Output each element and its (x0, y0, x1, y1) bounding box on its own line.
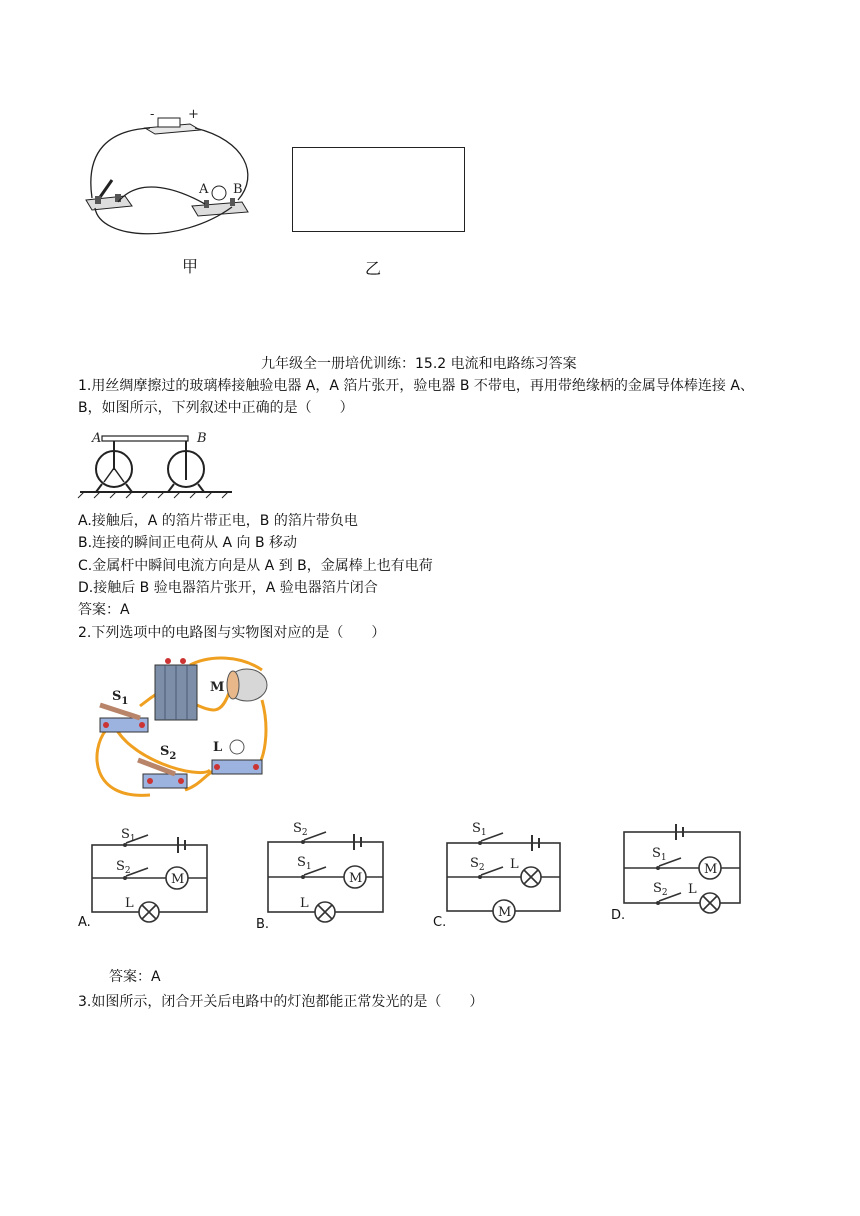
q2-option-letter-d: D. (611, 908, 626, 923)
photo-label-m: M (210, 680, 225, 695)
svg-text:S1: $S_1$ (472, 821, 487, 838)
circuit-option-a (92, 827, 207, 922)
document-title: 九年级全一册培优训练：15.2 电流和电路练习答案 (261, 356, 577, 372)
q1-option-b: B.连接的瞬间正电荷从 A 向 B 移动 (78, 535, 298, 551)
battery-minus-sign: - (150, 107, 155, 122)
circuit-option-c (447, 821, 560, 922)
circuit-option-d (624, 824, 740, 913)
q1-stem-line1: 1.用丝绸摩擦过的玻璃棒接触验电器 A，A 箔片张开，验电器 B 不带电，再用带绝缘柄的金属导体棒连接 A、 (78, 378, 754, 394)
q2-answer: 答案：A (109, 969, 161, 985)
svg-text:L: L (510, 857, 519, 872)
svg-text:S1: $S_1$ (652, 846, 667, 863)
electroscope-label-a: A (92, 431, 102, 446)
q3-stem: 3.如图所示，闭合开关后电路中的灯泡都能正常发光的是（ ） (78, 994, 484, 1010)
q2-option-letter-a: A. (78, 915, 91, 930)
svg-text:S2: $S_2$ (470, 856, 485, 873)
svg-text:M: M (498, 905, 512, 920)
bulb-label-a: A (199, 182, 209, 197)
q1-answer: 答案：A (78, 602, 130, 618)
q2-option-letter-c: C. (433, 915, 447, 930)
svg-text:M: M (171, 872, 185, 887)
q1-option-a: A.接触后，A 的箔片带正电，B 的箔片带负电 (78, 513, 358, 529)
q1-option-d: D.接触后 B 验电器箔片张开，A 验电器箔片闭合 (78, 580, 378, 596)
svg-text:L: L (125, 896, 134, 911)
photo-label-s1: $S_1$ (112, 689, 129, 707)
q1-stem-line2: B，如图所示，下列叙述中正确的是（ ） (78, 400, 354, 416)
q2-stem: 2.下列选项中的电路图与实物图对应的是（ ） (78, 625, 386, 641)
circuit-option-b (268, 821, 383, 922)
svg-text:S1: $S_1$ (297, 855, 312, 872)
battery-plus-sign: + (188, 107, 199, 122)
svg-text:S2: $S_2$ (293, 821, 308, 838)
svg-text:M: M (349, 871, 363, 886)
svg-text:S1: $S_1$ (121, 827, 136, 844)
svg-text:S2: $S_2$ (116, 859, 131, 876)
svg-text:L: L (300, 896, 309, 911)
electroscope-label-b: B (197, 431, 207, 446)
svg-text:S2: $S_2$ (653, 881, 668, 898)
photo-label-s2: $S_2$ (160, 744, 177, 762)
svg-text:M: M (704, 862, 718, 877)
figure-caption-yi: 乙 (365, 259, 382, 278)
photo-label-l: L (213, 740, 223, 755)
bulb-label-b: B (233, 182, 243, 197)
svg-text:L: L (688, 882, 697, 897)
q1-option-c: C.金属杆中瞬间电流方向是从 A 到 B，金属棒上也有电荷 (78, 558, 433, 574)
q2-option-letter-b: B. (256, 917, 270, 932)
figure-caption-jia: 甲 (182, 257, 199, 276)
